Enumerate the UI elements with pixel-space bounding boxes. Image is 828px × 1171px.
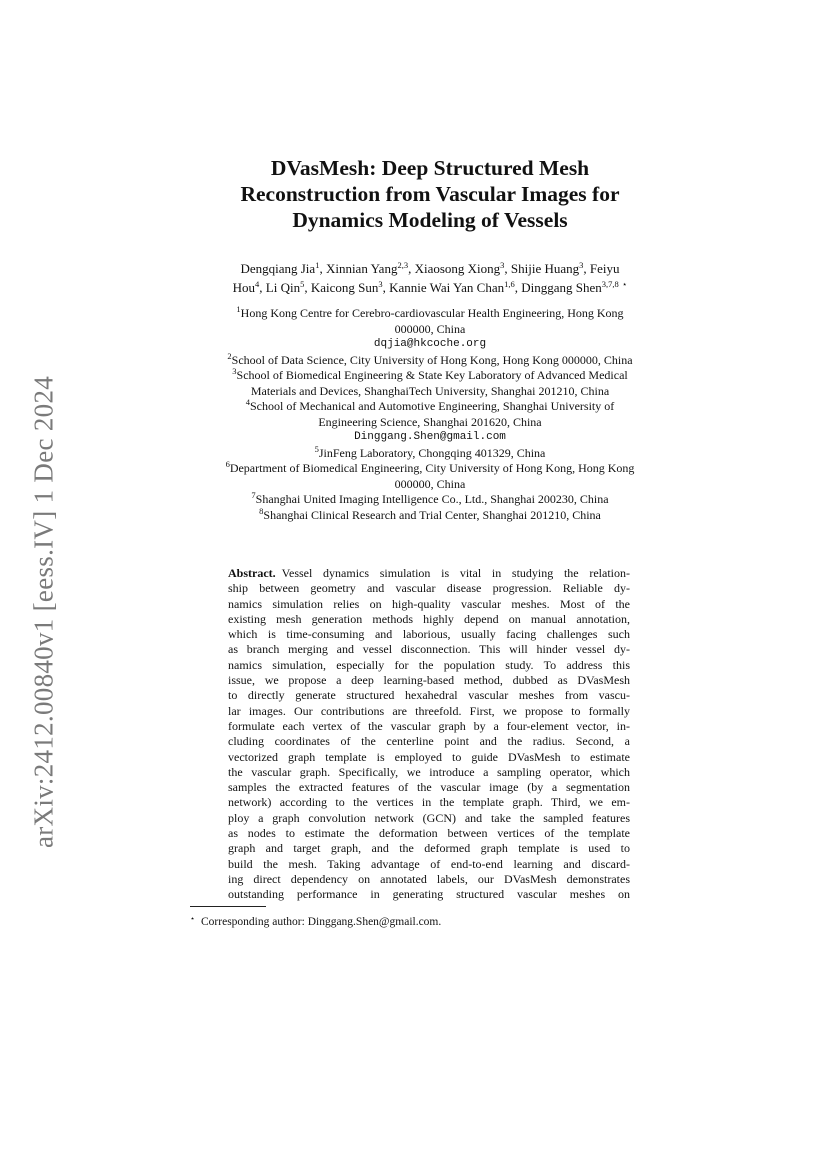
abstract-line: ploy a graph convolution network (GCN) and take the sampled features [228,810,630,825]
footnote [190,912,441,929]
author-name: Kaicong Sun [310,280,379,295]
title-line: DVasMesh: Deep Structured Mesh [270,156,590,180]
affiliation-8 [160,505,700,524]
author-affil-sup: 3,7,8 [601,279,619,289]
email-link[interactable]: dqjia@hkcoche.org [373,338,487,350]
abstract-line: outstanding performance in generating structured vascular meshes on [228,887,630,902]
title-line: Dynamics Modeling of Vessels [292,208,568,232]
author-name: Xiaosong Xiong [414,261,501,276]
affil-text: Department of Biomedical Engineering, City University of Hong Kong, Hong Kong [229,461,635,475]
affil-text: Shanghai Clinical Research and Trial Center, Shanghai 201210, China [263,507,601,522]
abstract-line: vectorized graph template is employed to guide DVasMesh to estimate [228,749,630,764]
abstract-line: formulate each vertex of the vascular graph by a four-element vector, in- [228,718,630,733]
affiliation-3 [160,368,700,384]
abstract-heading: Abstract. [228,566,276,580]
footnote-rule [190,906,266,907]
affil-text: School of Biomedical Engineering & State Key Laboratory of Advanced Medical [236,368,628,382]
abstract-line: namics simulation relies on high-quality vascular meshes. Most of the [228,596,630,611]
author-name: Li Qin [265,280,301,295]
abstract-line: build the mesh. Taking advantage of end-to-end learning and discard- [228,856,630,871]
abstract-line: ing direct dependency on annotated labels, our DVasMesh demonstrates [228,871,630,886]
abstract-line: graph and target graph, and the deformed graph template is used to [228,841,630,856]
affil-text: Hong Kong Centre for Cerebro-cardiovascular Health Engineering, Hong Kong [240,306,624,320]
abstract-line: the vascular graph. Specifically, we introduce a sampling operator, which [228,764,630,779]
abstract-line: issue, we propose a deep learning-based method, dubbed as DVasMesh [228,673,630,688]
corresponding-author-mark: ⋆ [622,279,628,289]
affiliation-4-cont: Engineering Science, Shanghai 201620, China [318,414,542,429]
abstract-line: existing mesh generation methods highly depend on manual annotation, [228,611,630,626]
author-list [175,259,685,297]
author-affil-sup: 1,6 [504,279,515,289]
affil-text: School of Mechanical and Automotive Engineering, Shanghai University of [249,399,615,413]
abstract-line: to directly generate structured hexahedral vascular meshes from vascu- [228,688,630,703]
author-line-2: Hou$^4$, Li Qin$^5$, Kaicong Sun$^3$, Kannie Wai Yan Chan$^{1,6}$, Dinggang Shen$^{3,7,8}$ ⋆ [232,279,628,295]
abstract-line [228,566,630,581]
abstract-line: network) according to the vertices in the template graph. Third, we em- [228,795,630,810]
abstract-line: as branch merging and vessel disconnection. This will hinder vessel dy- [228,642,630,657]
affil-number: 8 [259,505,264,516]
author-affil-sup: 5 [300,279,305,289]
footnote-text: Corresponding author: Dinggang.Shen@gmail.com. [201,916,442,928]
abstract-line: as nodes to estimate the deformation between vertices of the template [228,826,630,841]
affiliation-1-cont: 000000, China [394,321,466,336]
affiliation-3-cont: Materials and Devices, ShanghaiTech University, Shanghai 201210, China [250,383,610,398]
affil-number: 4 [245,397,250,407]
affiliation-1 [160,306,700,322]
author-name: Dengqiang Jia [240,261,316,276]
author-name: Kannie Wai Yan Chan [389,280,505,295]
arxiv-identifier[interactable]: arXiv:2412.00840v1 [eess.IV] 1 Dec 2024 [28,375,59,849]
title-line: Reconstruction from Vascular Images for [240,182,620,206]
affiliation-7 [160,492,700,508]
author-affil-sup: 2,3 [397,260,409,270]
author-name: Xinnian Yang [325,261,398,276]
affiliation-6-cont: 000000, China [394,476,466,491]
affiliation-6 [160,461,700,477]
abstract [228,566,630,903]
author-affil-sup: 3 [378,279,383,289]
author-affil-sup: 4 [255,279,260,289]
affiliation-4 [160,399,700,415]
author-affil-sup: 3 [579,260,584,270]
affil-number: 7 [251,490,256,500]
author-line-1: Dengqiang Jia$^1$, Xinnian Yang$^{2,3}$, Xiaosong Xiong$^3$, Shijie Huang$^3$, Feiyu [240,260,620,276]
affil-text: Shanghai United Imaging Intelligence Co., Ltd., Shanghai 200230, China [255,492,609,506]
abstract-line: which is time-consuming and laborious, usually facing challenges such [228,627,630,642]
affiliation-5 [160,443,700,462]
footnote-mark: ⋆ [190,914,196,923]
affil-text: JinFeng Laboratory, Chongqing 401329, China [318,445,546,460]
affil-number: 2 [227,350,232,361]
author-affil-sup: 3 [500,260,505,270]
author-name-part: Hou [232,280,256,295]
abstract-text: Vessel dynamics simulation is vital in studying the relation- [281,566,630,580]
abstract-line: lar images. Our contributions are threefold. First, we propose to formally [228,703,630,718]
abstract-line: namics simulation, especially for the population study. To address this [228,657,630,672]
author-name: Shijie Huang [510,261,580,276]
affiliation-2 [160,350,700,369]
affil-number: 5 [314,443,319,454]
affil-number: 3 [232,366,237,376]
paper-title [160,155,700,233]
email-link[interactable]: Dinggang.Shen@gmail.com [354,431,506,443]
author-name-part: Feiyu [589,261,620,276]
affil-text: School of Data Science, City University of Hong Kong, Hong Kong 000000, China [231,352,633,367]
abstract-line: samples the extracted features of the vascular image (by a segmentation [228,780,630,795]
author-name: Dinggang Shen [521,280,602,295]
affil-number: 1 [236,304,241,314]
affiliation-list [160,306,700,523]
affil-number: 6 [225,459,230,469]
author-affil-sup: 1 [315,260,320,270]
abstract-line: cluding coordinates of the centerline point and the radius. Second, a [228,734,630,749]
arxiv-sidebar [22,362,66,862]
abstract-line: ship between geometry and vascular disease progression. Reliable dy- [228,581,630,596]
